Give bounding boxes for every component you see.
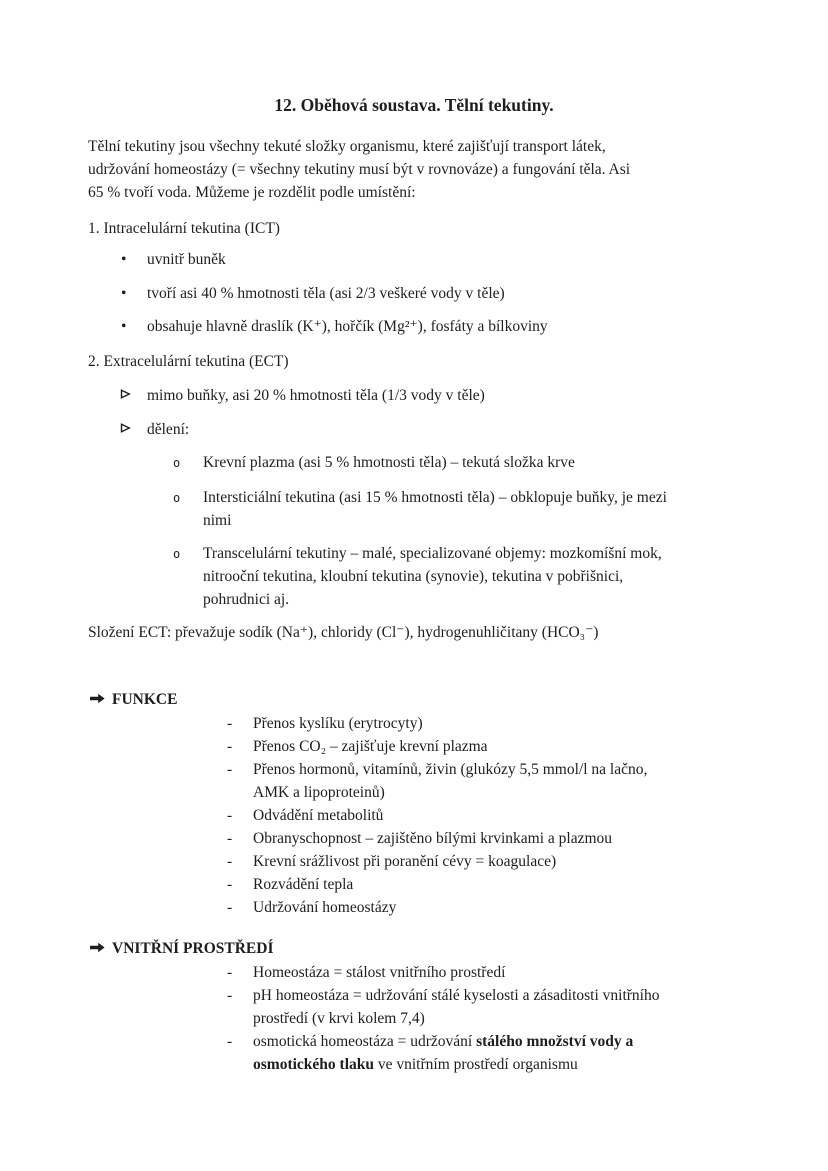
- list-item: [227, 712, 828, 735]
- dash-icon: -: [227, 761, 233, 778]
- funkce-heading-label: FUNKCE: [112, 691, 178, 708]
- list-item-text: [203, 486, 828, 532]
- list-item-text: [253, 850, 828, 873]
- vnitrni-prostredi-heading: [90, 937, 828, 960]
- vnitrni-prostredi-heading-label: VNITŘNÍ PROSTŘEDÍ: [112, 940, 274, 957]
- list-item-text: uvnitř buněk: [147, 251, 226, 268]
- page-title: 12. Oběhová soustava. Tělní tekutiny.: [274, 95, 554, 115]
- dash-icon: -: [227, 807, 233, 824]
- arrowhead-bullet-icon: [120, 384, 147, 407]
- list-item: [120, 418, 828, 441]
- line: AMK a lipoproteinů): [253, 784, 385, 801]
- dash-icon: -: [227, 738, 233, 755]
- dash-icon: -: [227, 899, 233, 916]
- bullet-icon: •: [121, 251, 127, 268]
- list-item-text: [253, 1030, 828, 1076]
- bullet-icon: •: [121, 284, 127, 302]
- list-item: [227, 961, 828, 984]
- line: [253, 1030, 828, 1053]
- text-segment: ve vnitřním prostředí organismu: [374, 1056, 578, 1073]
- list-item: [227, 873, 828, 896]
- line: Krevní plazma (asi 5 % hmotnosti těla) – tekutá složka krve: [203, 454, 575, 471]
- line: Udržování homeostázy: [253, 899, 397, 916]
- list-item-text: dělení:: [147, 420, 190, 438]
- list-item-text: mimo buňky, asi 20 % hmotnosti těla (1/3 vody v těle): [147, 387, 485, 404]
- line: Krevní srážlivost při poranění cévy = koagulace): [253, 853, 557, 870]
- line: Odvádění metabolitů: [253, 807, 384, 824]
- list-item: [227, 804, 828, 827]
- bullet-icon: •: [121, 318, 127, 335]
- list-item-text: [203, 542, 828, 611]
- dash-icon: -: [227, 715, 233, 732]
- ect-arrow-list: [0, 384, 828, 441]
- arrow-icon: [90, 688, 112, 711]
- section-heading-ict: 1. Intracelulární tekutina (ICT): [88, 220, 280, 237]
- line: nitrooční tekutina, kloubní tekutina (synovie), tekutina v pobřišnici,: [203, 568, 624, 585]
- list-item: [173, 486, 828, 532]
- list-item: [227, 896, 828, 919]
- ect-sub-list: [0, 451, 828, 611]
- list-item-text: [253, 804, 828, 827]
- list-item: [173, 451, 828, 475]
- vnitrni-prostredi-list: [0, 961, 828, 1076]
- dash-icon: -: [227, 987, 233, 1004]
- arrowhead-bullet-icon: [120, 418, 147, 441]
- ect-composition-line: Složení ECT: převažuje sodík (Na⁺), chloridy (Cl⁻), hydrogenuhličitany (HCO₃⁻): [88, 624, 599, 641]
- arrow-icon: [90, 937, 112, 960]
- list-item-text: [253, 873, 828, 896]
- list-item: [227, 984, 828, 1030]
- text-segment: osmotická homeostáza = udržování: [253, 1033, 477, 1050]
- list-item: [121, 315, 828, 338]
- list-item: [227, 1030, 828, 1076]
- ict-bullet-list: [0, 248, 828, 338]
- list-item-text: [253, 712, 828, 735]
- line: Transcelulární tekutiny – malé, specializované objemy: mozkomíšní mok,: [203, 545, 662, 562]
- list-item: [227, 735, 828, 758]
- line: Obranyschopnost – zajištěno bílými krvinkami a plazmou: [253, 830, 613, 847]
- list-item-text: tvoří asi 40 % hmotnosti těla (asi 2/3 veškeré vody v těle): [147, 284, 505, 302]
- line: Intersticiální tekutina (asi 15 % hmotnosti těla) – obklopuje buňky, je mezi: [203, 488, 667, 506]
- line: Přenos hormonů, vitamínů, živin (glukózy 5,5 mmol/l na lačno,: [253, 761, 648, 778]
- list-item-text: [253, 758, 828, 804]
- circle-bullet-icon: o: [173, 547, 181, 561]
- circle-bullet-icon: o: [173, 456, 181, 470]
- list-item: [173, 542, 828, 611]
- line: nimi: [203, 511, 232, 529]
- list-item-text: [253, 896, 828, 919]
- list-item-text: obsahuje hlavně draslík (K⁺), hořčík (Mg²⁺), fosfáty a bílkoviny: [147, 318, 548, 335]
- dash-icon: -: [227, 853, 233, 870]
- funkce-heading: [90, 688, 828, 711]
- line: [253, 1053, 828, 1076]
- list-item-text: [253, 984, 828, 1030]
- bold-text-segment: osmotického tlaku: [253, 1056, 374, 1073]
- line: prostředí (v krvi kolem 7,4): [253, 1010, 425, 1027]
- bold-text-segment: stálého množství vody a: [476, 1033, 634, 1050]
- list-item: [227, 850, 828, 873]
- intro-line: 65 % tvoří voda. Můžeme je rozdělit podle umístění:: [88, 184, 416, 201]
- dash-icon: -: [227, 830, 233, 847]
- line: pohrudnici aj.: [203, 591, 290, 608]
- list-item-text: [253, 961, 828, 984]
- line: pH homeostáza = udržování stálé kyselosti a zásaditosti vnitřního: [253, 987, 660, 1004]
- list-item: [227, 827, 828, 850]
- circle-bullet-icon: o: [173, 490, 181, 505]
- intro-line: udržování homeostázy (= všechny tekutiny musí být v rovnováze) a fungování těla. Asi: [88, 161, 631, 178]
- list-item-text: [253, 827, 828, 850]
- list-item: [227, 758, 828, 804]
- list-item: [120, 384, 828, 407]
- line: Homeostáza = stálost vnitřního prostředí: [253, 964, 506, 981]
- list-item: [121, 282, 828, 305]
- dash-icon: -: [227, 876, 233, 893]
- list-item: [121, 248, 828, 271]
- dash-icon: -: [227, 1033, 233, 1050]
- dash-icon: -: [227, 964, 233, 981]
- intro-line: Tělní tekutiny jsou všechny tekuté složky organismu, které zajišťují transport látek,: [88, 138, 606, 155]
- list-item-text: [203, 451, 828, 474]
- list-item-text: [253, 735, 828, 758]
- section-heading-ect: 2. Extracelulární tekutina (ECT): [88, 353, 289, 370]
- intro-paragraph: [88, 135, 750, 204]
- line: Přenos kyslíku (erytrocyty): [253, 715, 423, 732]
- funkce-list: [0, 712, 828, 919]
- line: Přenos CO₂ – zajišťuje krevní plazma: [253, 738, 488, 755]
- line: Rozvádění tepla: [253, 876, 354, 893]
